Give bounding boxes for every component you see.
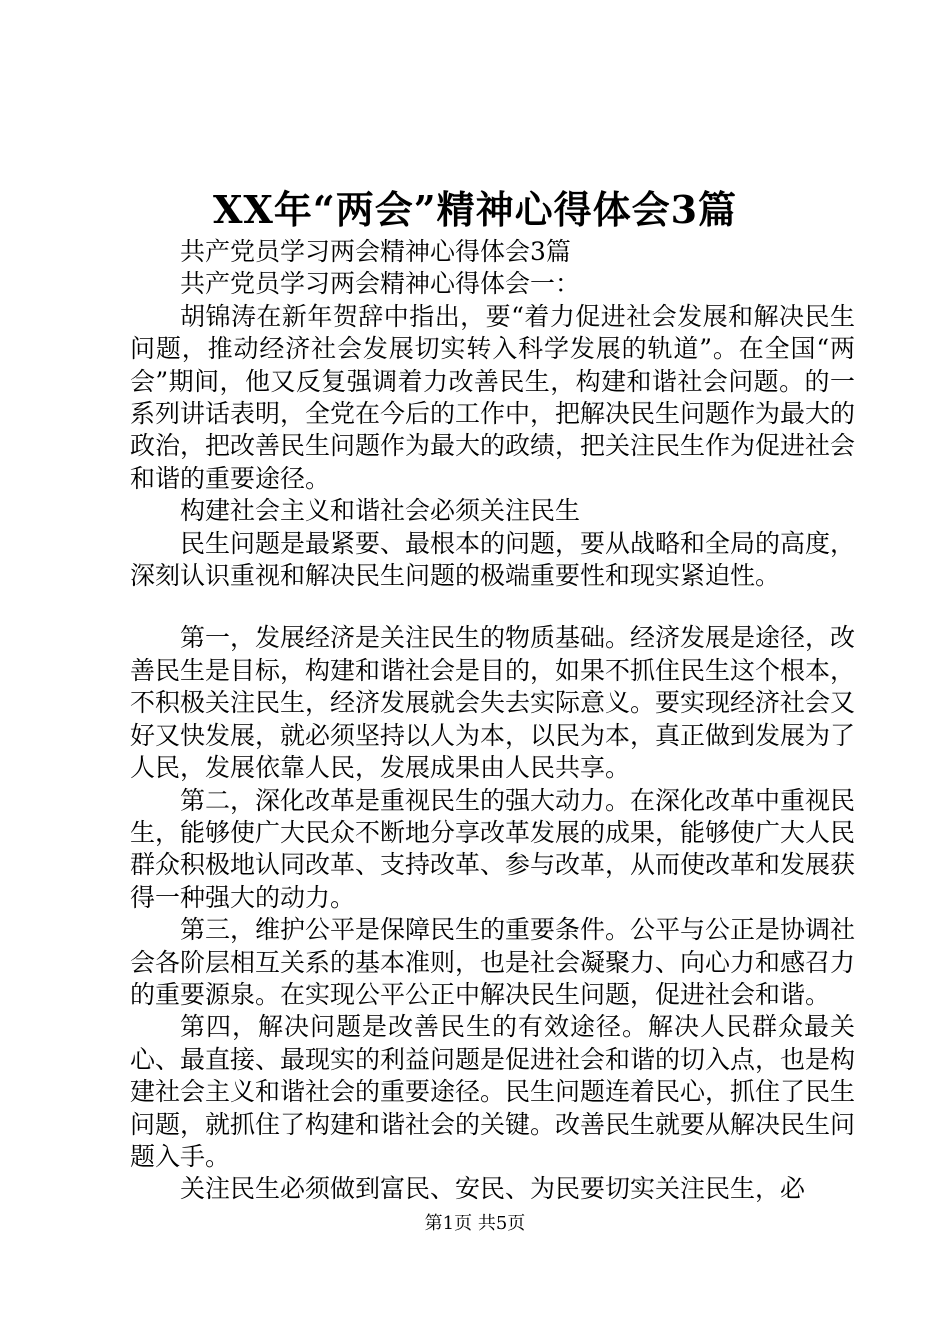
paragraph-intro: 胡锦涛在新年贺辞中指出，要“着力促进社会发展和解决民生问题，推动经济社会发展切实转入科学发展的轨道”。在全国“两会”期间，他又反复强调着力改善民生，构建和谐社会问题。的一系列讲话表明，全党在今后的工作中，把解决民生问题作为最大的政治，把改善民生问题作为最大的政绩，把关注民生作为促进社会和谐的重要途径。 bbox=[130, 301, 856, 493]
paragraph-heading-harmony: 构建社会主义和谐社会必须关注民生 bbox=[180, 496, 581, 526]
page-footer: 第1页 共5页 bbox=[424, 1213, 526, 1234]
paragraph-livelihood: 民生问题是最紧要、最根本的问题，要从战略和全局的高度，深刻认识重视和解决民生问题的极端重要性和现实紧迫性。 bbox=[130, 528, 856, 591]
paragraph-point-1: 第一，发展经济是关注民生的物质基础。经济发展是途径，改善民生是目标，构建和谐社会是目的，如果不抓住民生这个根本，不积极关注民生，经济发展就会失去实际意义。要实现经济社会又好又快发展，就必须坚持以人为本，以民为本，真正做到发展为了人民，发展依靠人民，发展成果由人民共享。 bbox=[130, 623, 856, 783]
document-title: XX年“两会”精神心得体会3篇 bbox=[212, 187, 738, 232]
paragraph-section-heading: 共产党员学习两会精神心得体会一： bbox=[180, 269, 581, 299]
paragraph-point-2: 第二，深化改革是重视民生的强大动力。在深化改革中重视民生，能够使广大民众不断地分享改革发展的成果，能够使广大人民群众积极地认同改革、支持改革、参与改革，从而使改革和发展获得一种强大的动力。 bbox=[130, 785, 856, 912]
paragraph-closing: 关注民生必须做到富民、安民、为民要切实关注民生，必 bbox=[180, 1174, 806, 1204]
paragraph-subtitle: 共产党员学习两会精神心得体会3篇 bbox=[180, 237, 571, 266]
paragraph-point-4: 第四，解决问题是改善民生的有效途径。解决人民群众最关心、最直接、最现实的利益问题是促进社会和谐的切入点，也是构建社会主义和谐社会的重要途径。民生问题连着民心，抓住了民生问题，就抓住了构建和谐社会的关键。改善民生就要从解决民生问题入手。 bbox=[130, 1012, 856, 1171]
document-body bbox=[130, 236, 855, 1206]
paragraph-point-3: 第三，维护公平是保障民生的重要条件。公平与公正是协调社会各阶层相互关系的基本准则，也是社会凝聚力、向心力和感召力的重要源泉。在实现公平公正中解决民生问题，促进社会和谐。 bbox=[130, 915, 856, 1009]
